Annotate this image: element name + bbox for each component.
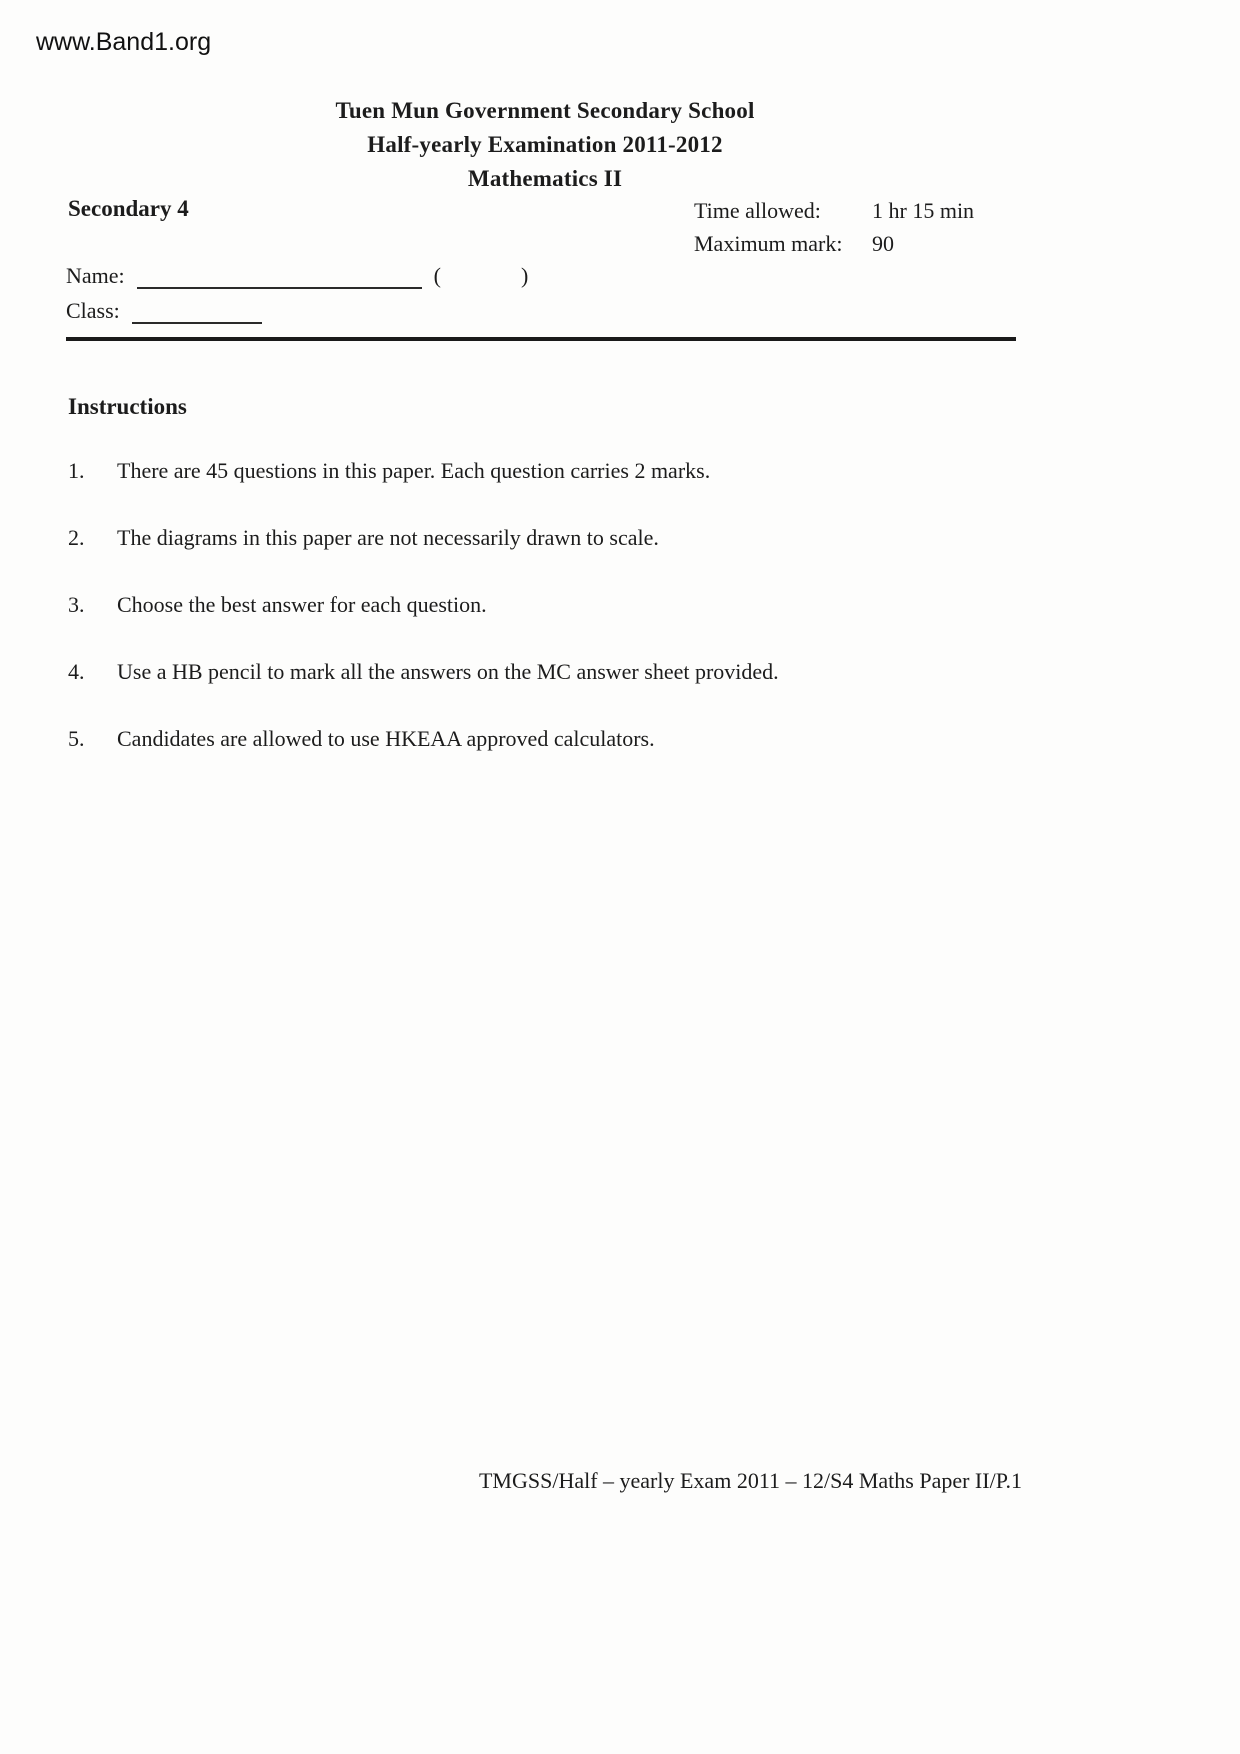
- exam-meta: [694, 194, 974, 260]
- max-mark-value: 90: [872, 231, 894, 256]
- instruction-text: There are 45 questions in this paper. Each question carries 2 marks.: [117, 458, 711, 483]
- school-name: Tuen Mun Government Secondary School: [335, 98, 755, 123]
- class-number-paren-open: (: [433, 263, 441, 288]
- instruction-number: 3.: [68, 592, 85, 617]
- title-block: [0, 94, 1090, 196]
- watermark: www.Band1.org: [36, 28, 212, 56]
- instruction-item: [68, 726, 1028, 751]
- time-allowed-value: 1 hr 15 min: [872, 198, 975, 223]
- instruction-number: 1.: [68, 458, 85, 483]
- time-allowed-row: [694, 194, 974, 227]
- form-level: Secondary 4: [68, 196, 189, 221]
- subject-title: Mathematics II: [467, 166, 623, 191]
- time-allowed-label: Time allowed:: [694, 198, 821, 223]
- class-label: Class:: [66, 298, 120, 323]
- instruction-number: 4.: [68, 659, 85, 684]
- name-blank-line: [137, 265, 422, 289]
- instructions-heading: Instructions: [68, 394, 187, 419]
- instruction-text: The diagrams in this paper are not necessarily drawn to scale.: [117, 525, 659, 550]
- header-divider-rule: [66, 337, 1016, 341]
- instructions-list: [68, 458, 1028, 793]
- instruction-item: [68, 659, 1028, 684]
- instruction-item: [68, 525, 1028, 550]
- instruction-number: 2.: [68, 525, 85, 550]
- max-mark-row: [694, 227, 974, 260]
- instruction-number: 5.: [68, 726, 85, 751]
- max-mark-label: Maximum mark:: [694, 231, 843, 256]
- instruction-text: Use a HB pencil to mark all the answers on the MC answer sheet provided.: [117, 659, 779, 684]
- page-footer-reference: TMGSS/Half – yearly Exam 2011 – 12/S4 Maths Paper II/P.1: [478, 1468, 1022, 1493]
- instruction-item: [68, 592, 1028, 617]
- exam-title: Half-yearly Examination 2011-2012: [367, 132, 723, 157]
- instruction-text: Candidates are allowed to use HKEAA approved calculators.: [117, 726, 655, 751]
- name-label: Name:: [66, 263, 125, 288]
- name-row: [66, 263, 528, 289]
- class-row: [66, 298, 262, 324]
- instruction-item: [68, 458, 1028, 483]
- class-blank-line: [132, 300, 262, 324]
- instruction-text: Choose the best answer for each question.: [117, 592, 487, 617]
- class-number-paren-close: ): [520, 263, 529, 288]
